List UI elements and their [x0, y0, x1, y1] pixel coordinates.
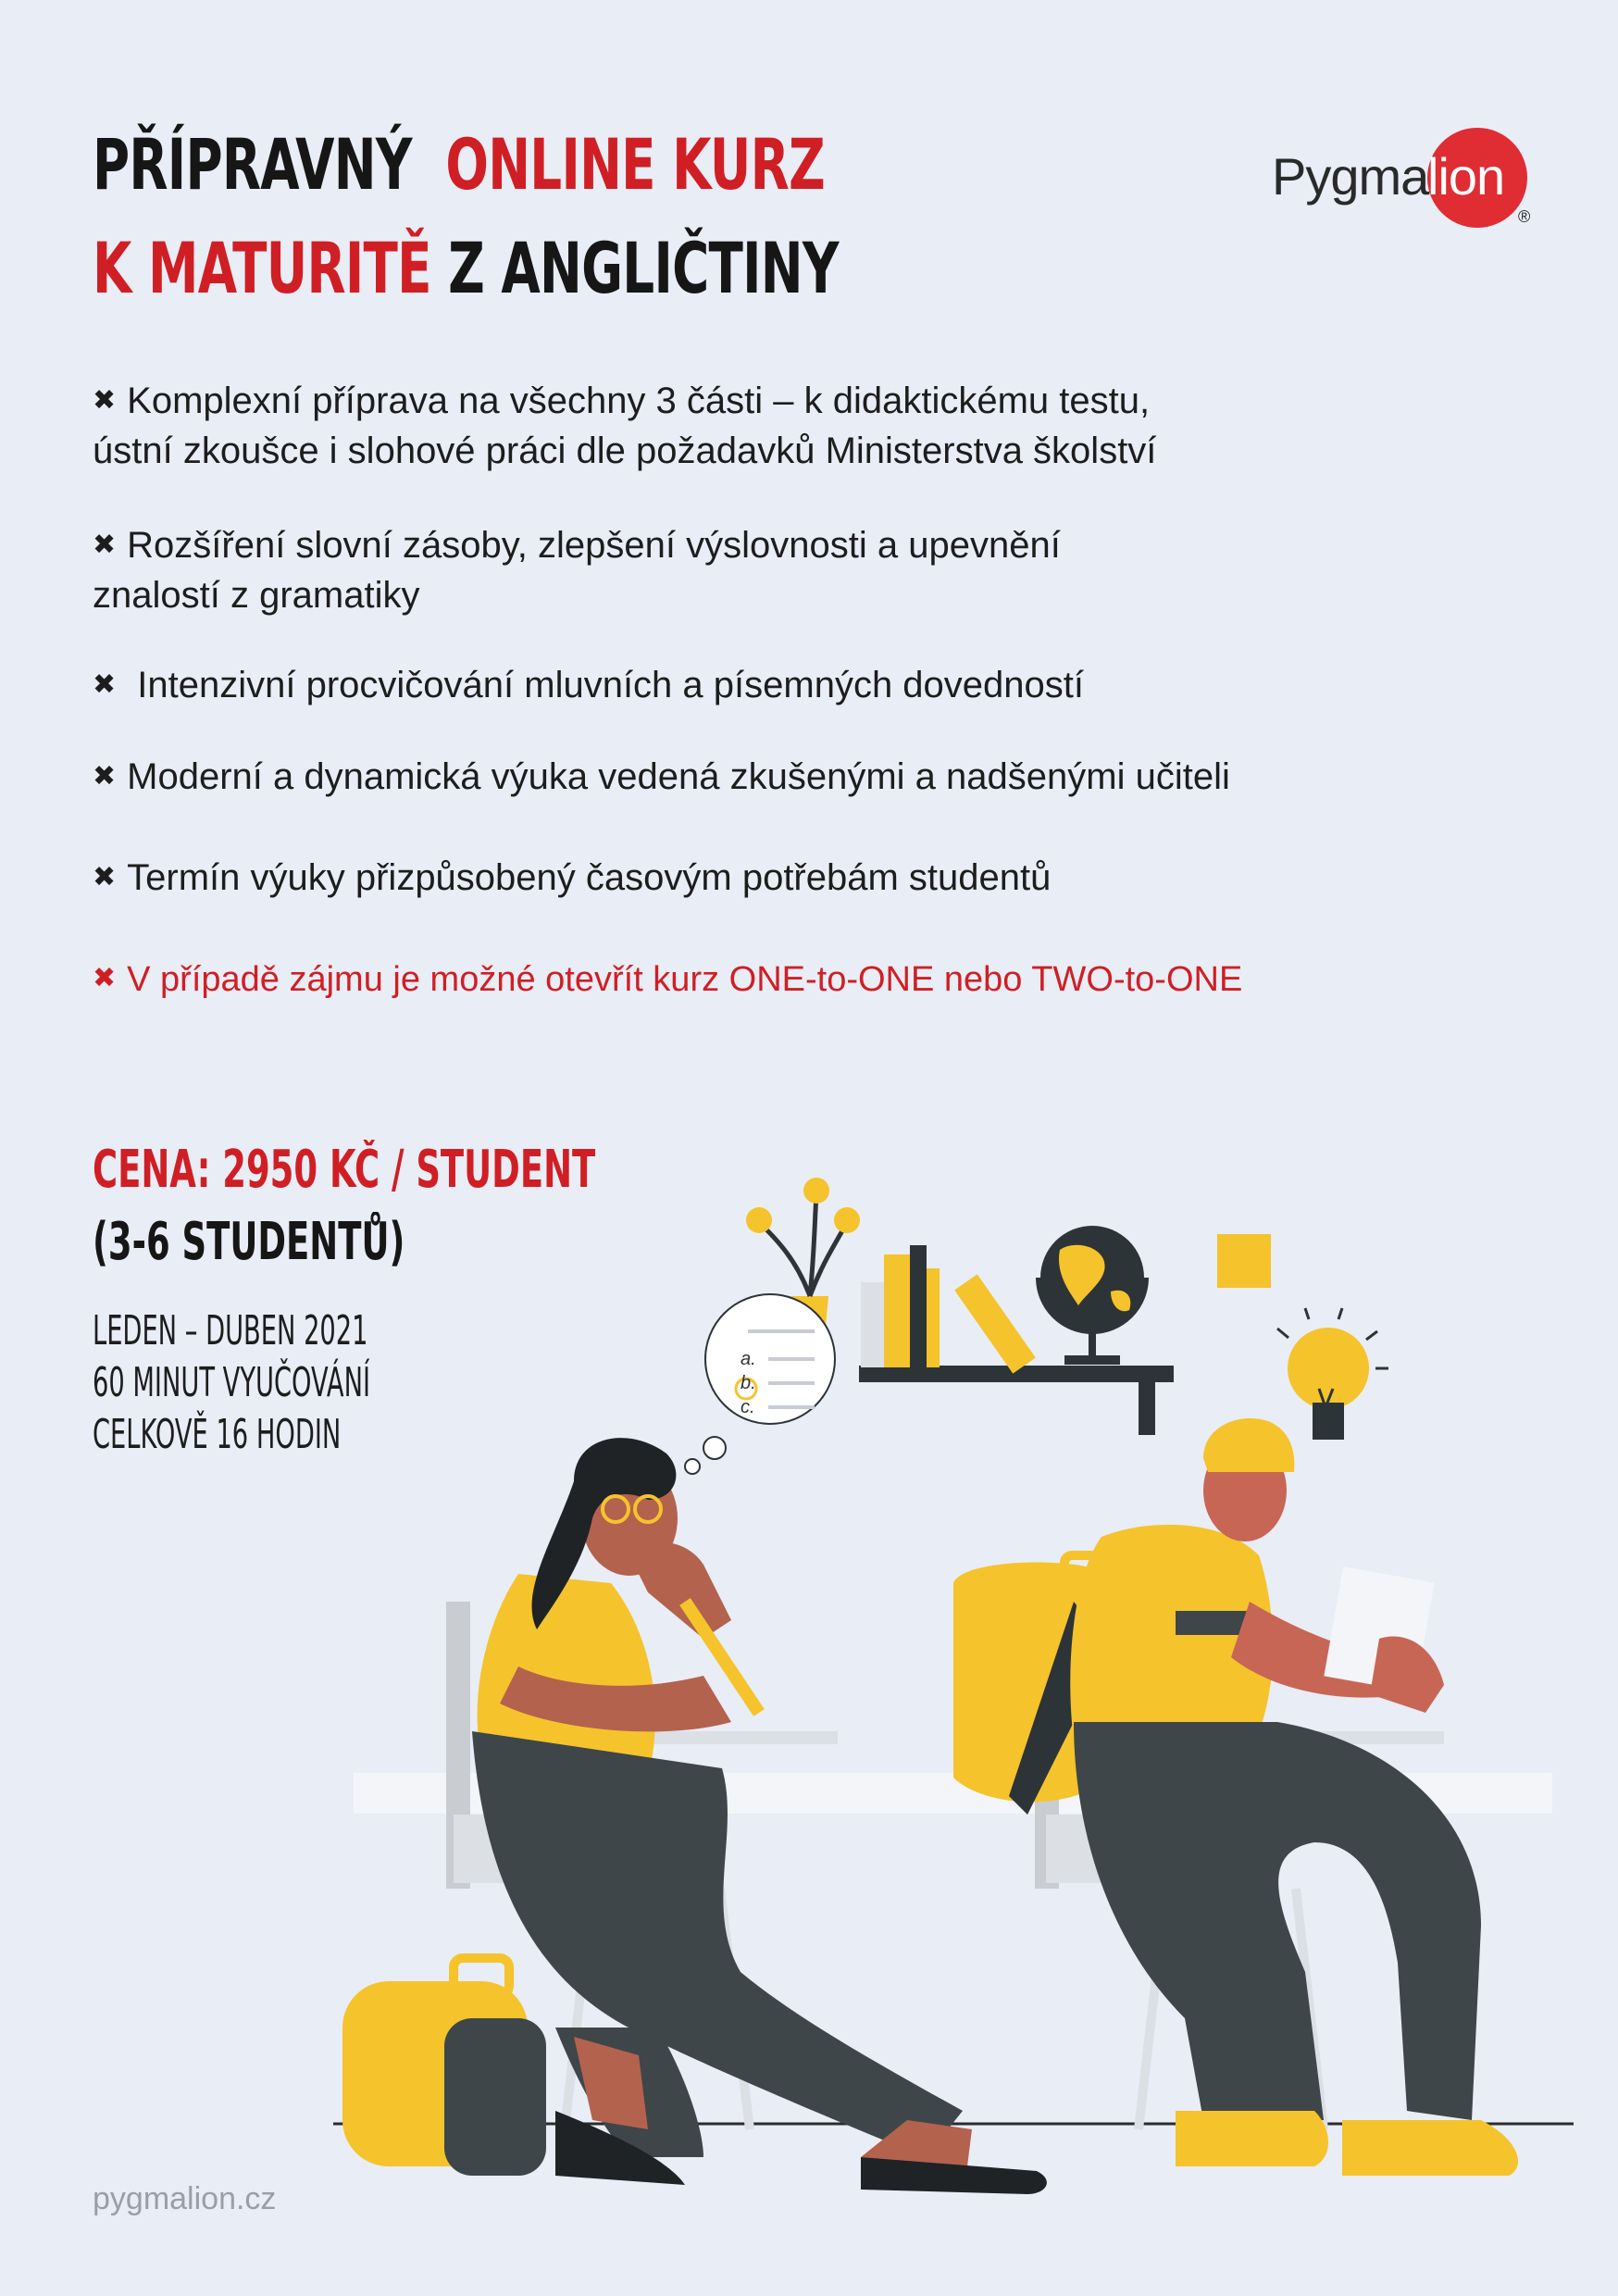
- course-dates: LEDEN – DUBEN 2021: [93, 1307, 368, 1354]
- cross-bullet-icon: ✖: [93, 862, 117, 892]
- boy-shirt-stripe: [1176, 1611, 1250, 1635]
- globe-base: [1064, 1355, 1120, 1365]
- boy-beanie: [1203, 1418, 1294, 1472]
- boy-shoe: [1342, 2120, 1518, 2176]
- logo-registered-mark: ®: [1518, 207, 1531, 226]
- flower: [834, 1207, 860, 1233]
- book: [927, 1268, 940, 1367]
- feature-text: V případě zájmu je možné otevřít kurz ONE-to-ONE nebo TWO-to-ONE: [127, 960, 1243, 999]
- students-count: (3-6 STUDENTŮ): [93, 1212, 405, 1272]
- flower: [746, 1207, 772, 1233]
- website-link[interactable]: pygmalion.cz: [93, 2181, 277, 2216]
- book: [910, 1245, 927, 1367]
- title-word-online-kurz: ONLINE KURZ: [445, 123, 825, 206]
- title-word-k-maturite: K MATURITĚ: [93, 227, 431, 309]
- globe-stand: [1089, 1329, 1096, 1357]
- cross-bullet-icon: ✖: [93, 761, 117, 792]
- boy-shoe: [1176, 2111, 1328, 2166]
- quiz-option-a: a.: [741, 1349, 756, 1369]
- course-lesson-length: 60 MINUT VYUČOVÁNÍ: [93, 1359, 371, 1406]
- feature-text: Komplexní příprava na všechny 3 části – k didaktickému testu,: [127, 381, 1151, 421]
- cross-bullet-icon: ✖: [93, 669, 117, 700]
- title-word-z-anglictiny: Z ANGLIČTINY: [448, 227, 839, 309]
- feature-text: Intenzivní procvičování mluvních a písemných dovedností: [127, 665, 1085, 705]
- cross-bullet-icon: ✖: [93, 530, 117, 560]
- cross-bullet-icon: ✖: [93, 963, 117, 993]
- quiz-option-b: b.: [741, 1373, 756, 1393]
- course-total-hours: CELKOVĚ 16 HODIN: [93, 1411, 342, 1458]
- light-ray: [1277, 1329, 1288, 1338]
- quiz-option-c: c.: [741, 1397, 755, 1417]
- shelf-bracket: [1139, 1379, 1155, 1435]
- book: [884, 1254, 910, 1367]
- light-ray: [1338, 1308, 1342, 1319]
- flower: [803, 1178, 829, 1204]
- logo-text-dark: Pygma: [1272, 147, 1429, 206]
- price-label: CENA: 2950 KČ / STUDENT: [93, 1140, 596, 1200]
- feature-text: znalostí z gramatiky: [93, 575, 420, 616]
- light-ray: [1305, 1308, 1309, 1319]
- title-word-pripravny: PŘÍPRAVNÝ: [93, 123, 412, 206]
- thought-bubble-dot: [703, 1437, 726, 1459]
- logo-text-light: lion: [1427, 147, 1505, 206]
- thought-bubble-dot: [685, 1459, 700, 1474]
- backpack-pocket: [444, 2018, 546, 2176]
- book: [861, 1282, 884, 1367]
- feature-text: Moderní a dynamická výuka vedená zkušenými a nadšenými učiteli: [127, 756, 1230, 797]
- light-ray: [1366, 1331, 1377, 1340]
- feature-text: Termín výuky přizpůsobený časovým potřebám studentů: [127, 857, 1052, 898]
- leaning-book: [954, 1274, 1036, 1373]
- boy-hand: [1370, 1636, 1444, 1713]
- sticky-note: [1217, 1234, 1271, 1288]
- cross-bullet-icon: ✖: [93, 385, 117, 416]
- feature-text: Rozšíření slovní zásoby, zlepšení výslovnosti a upevnění: [127, 525, 1061, 566]
- plant-stem: [759, 1222, 810, 1296]
- feature-text: ústní zkoušce i slohové práci dle požadavků Ministerstva školství: [93, 430, 1157, 471]
- light-bulb-base: [1313, 1403, 1344, 1440]
